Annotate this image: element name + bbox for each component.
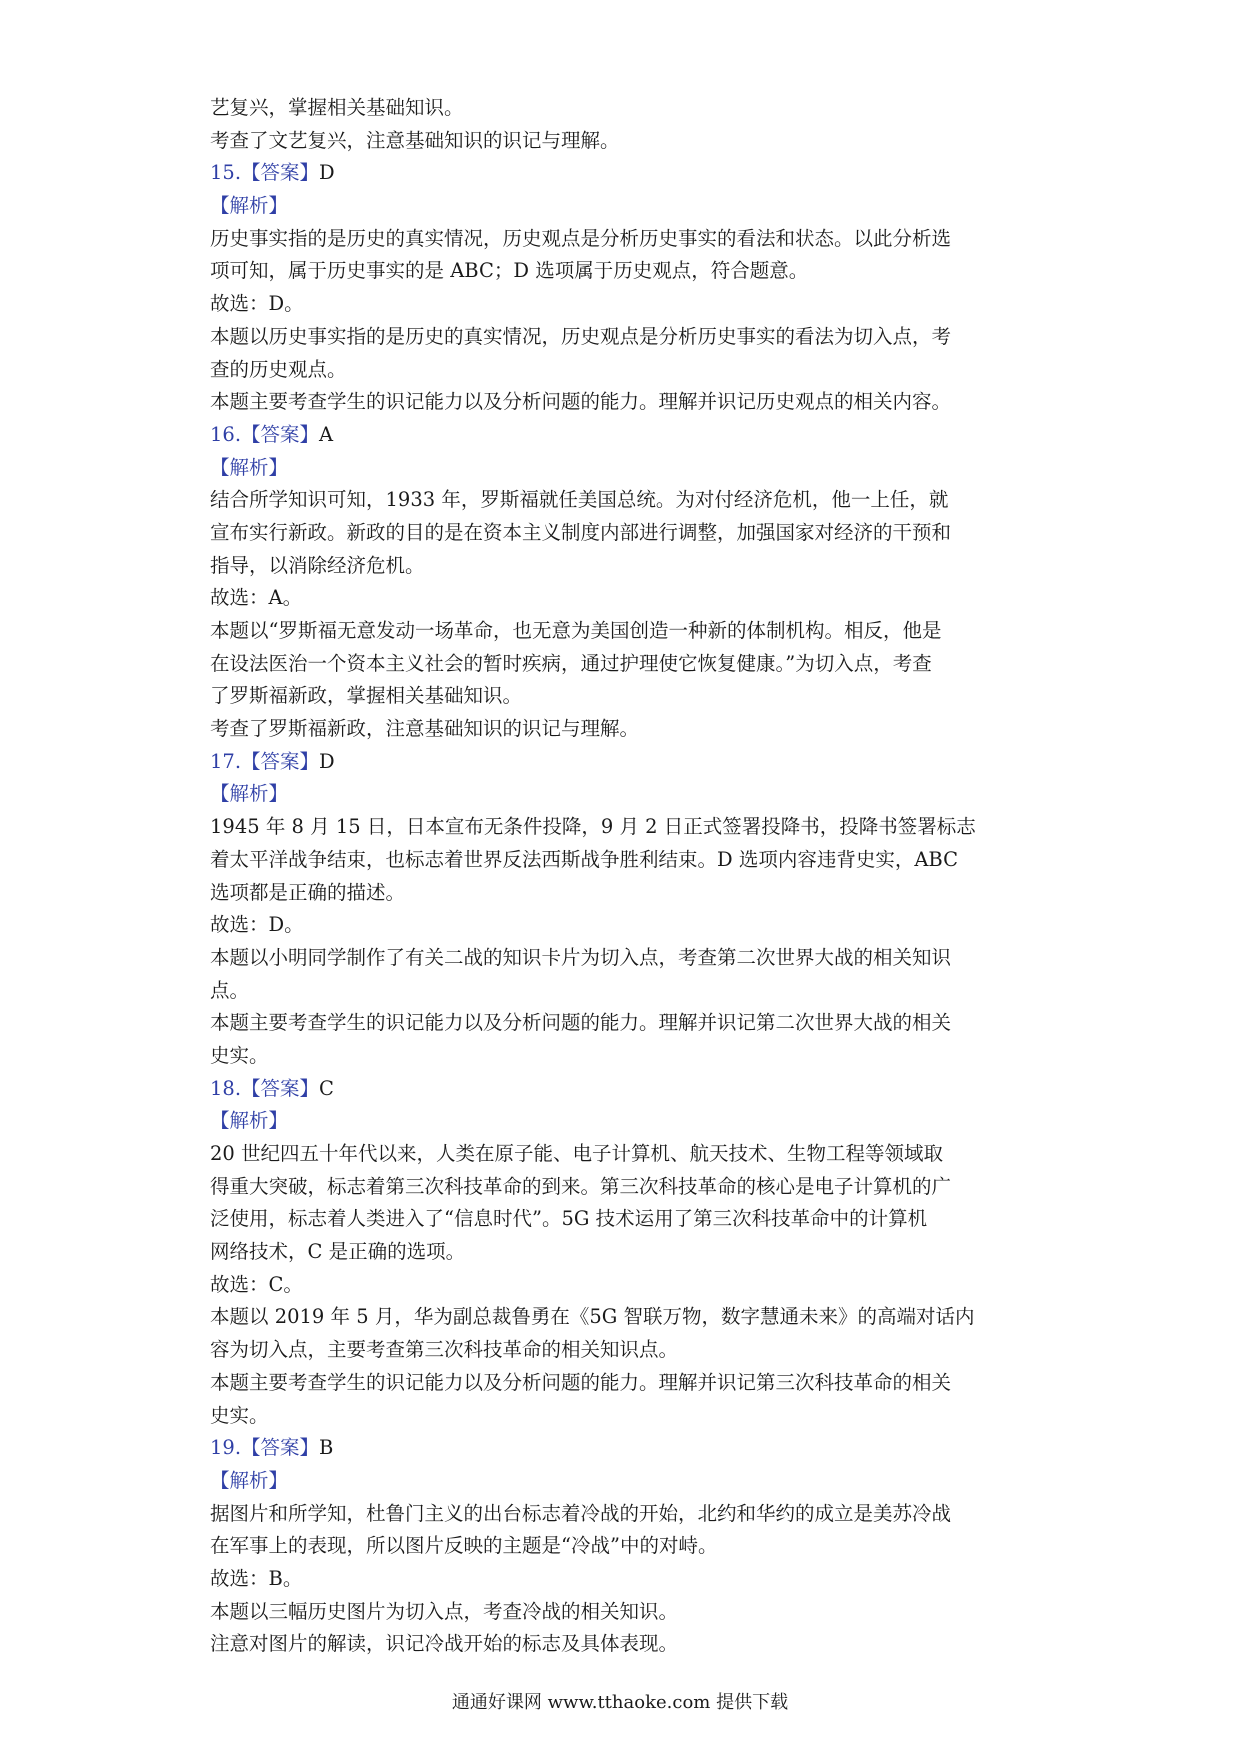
answer-value: D	[319, 161, 335, 185]
text-line: 考查了文艺复兴，注意基础知识的识记与理解。	[210, 128, 620, 152]
text-line: 网络技术，C 是正确的选项。	[210, 1240, 466, 1264]
text-line: 容为切入点，主要考查第三次科技革命的相关知识点。	[210, 1338, 679, 1362]
analysis-label	[210, 1465, 1050, 1498]
text-line: 故选：D。	[210, 292, 304, 316]
text-line: 本题以三幅历史图片为切入点，考查冷战的相关知识。	[210, 1599, 679, 1623]
analysis-label	[210, 452, 1050, 485]
text-line: 本题以小明同学制作了有关二战的知识卡片为切入点，考查第二次世界大战的相关知识	[210, 945, 952, 969]
text-line: 历史事实指的是历史的真实情况，历史观点是分析历史事实的看法和状态。以此分析选	[210, 226, 952, 250]
text-line: 项可知，属于历史事实的是 ABC；D 选项属于历史观点，符合题意。	[210, 259, 809, 283]
text-line: 故选：D。	[210, 913, 304, 937]
answer-label: 【答案】	[241, 161, 320, 185]
answer-line	[210, 1432, 1050, 1465]
answer-label: 【答案】	[241, 1436, 320, 1460]
question-number: 16.	[210, 422, 242, 446]
text-line: 查的历史观点。	[210, 357, 347, 381]
text-line: 故选：C。	[210, 1272, 303, 1296]
answer-line	[210, 1073, 1050, 1106]
text-line: 故选：A。	[210, 586, 303, 610]
text-line: 考查了罗斯福新政，注意基础知识的识记与理解。	[210, 717, 640, 741]
text-line: 本题以 2019 年 5 月，华为副总裁鲁勇在《5G 智联万物，数字慧通未来》的高端对话内	[210, 1305, 975, 1329]
document-body	[210, 92, 1050, 1661]
text-line: 本题以“罗斯福无意发动一场革命，也无意为美国创造一种新的体制机构。相反，他是	[210, 619, 942, 642]
answer-label: 【答案】	[241, 1076, 320, 1100]
text-line: 宣布实行新政。新政的目的是在资本主义制度内部进行调整，加强国家对经济的干预和	[210, 520, 952, 544]
text-line: 本题主要考查学生的识记能力以及分析问题的能力。理解并识记历史观点的相关内容。	[210, 390, 952, 414]
text-line: 本题主要考查学生的识记能力以及分析问题的能力。理解并识记第二次世界大战的相关	[210, 1011, 952, 1035]
text-line: 着太平洋战争结束，也标志着世界反法西斯战争胜利结束。D 选项内容违背史实，ABC	[210, 847, 959, 871]
page-footer: 通通好课网 www.tthaoke.com 提供下载	[451, 1692, 789, 1713]
text-line: 了罗斯福新政，掌握相关基础知识。	[210, 684, 523, 708]
text-line: 指导，以消除经济危机。	[210, 553, 425, 577]
analysis-label	[210, 778, 1050, 811]
analysis-heading: 【解析】	[210, 782, 289, 806]
analysis-label	[210, 190, 1050, 223]
analysis-heading: 【解析】	[210, 1109, 289, 1133]
text-line: 在设法医治一个资本主义社会的暂时疾病，通过护理使它恢复健康。”为切入点，考查	[210, 651, 932, 675]
analysis-heading: 【解析】	[210, 455, 289, 479]
text-line: 本题以历史事实指的是历史的真实情况，历史观点是分析历史事实的看法为切入点，考	[210, 324, 952, 348]
text-line: 20 世纪四五十年代以来，人类在原子能、电子计算机、航天技术、生物工程等领域取	[210, 1142, 944, 1165]
text-line: 点。	[210, 978, 250, 1002]
answer-value: D	[319, 749, 335, 773]
answer-label: 【答案】	[241, 422, 320, 446]
analysis-label	[210, 1105, 1050, 1138]
answer-label: 【答案】	[241, 749, 320, 773]
answer-value: B	[319, 1436, 334, 1460]
question-number: 19.	[210, 1436, 242, 1460]
answer-line	[210, 746, 1050, 779]
answer-line	[210, 157, 1050, 190]
answer-value: C	[319, 1076, 334, 1100]
text-line: 史实。	[210, 1043, 269, 1067]
text-line: 据图片和所学知，杜鲁门主义的出台标志着冷战的开始，北约和华约的成立是美苏冷战	[210, 1501, 952, 1525]
analysis-heading: 【解析】	[210, 1468, 289, 1492]
text-line: 故选：B。	[210, 1566, 303, 1590]
text-line: 1945 年 8 月 15 日，日本宣布无条件投降，9 月 2 日正式签署投降书，投降书签署标志	[210, 815, 976, 839]
text-line: 在军事上的表现，所以图片反映的主题是“冷战”中的对峙。	[210, 1534, 718, 1558]
answer-value: A	[319, 422, 334, 446]
text-line: 得重大突破，标志着第三次科技革命的到来。第三次科技革命的核心是电子计算机的广	[210, 1174, 952, 1198]
text-line: 本题主要考查学生的识记能力以及分析问题的能力。理解并识记第三次科技革命的相关	[210, 1370, 952, 1394]
text-line: 选项都是正确的描述。	[210, 880, 406, 904]
text-line: 泛使用，标志着人类进入了“信息时代”。5G 技术运用了第三次科技革命中的计算机	[210, 1207, 928, 1231]
text-line: 结合所学知识可知，1933 年，罗斯福就任美国总统。为对付经济危机，他一上任，就	[210, 488, 949, 512]
question-number: 18.	[210, 1076, 242, 1100]
analysis-heading: 【解析】	[210, 194, 289, 218]
question-number: 17.	[210, 749, 242, 773]
text-line: 注意对图片的解读，识记冷战开始的标志及具体表现。	[210, 1632, 679, 1656]
question-number: 15.	[210, 161, 242, 185]
text-line: 艺复兴，掌握相关基础知识。	[210, 96, 464, 119]
answer-line	[210, 419, 1050, 452]
text-line: 史实。	[210, 1403, 269, 1427]
